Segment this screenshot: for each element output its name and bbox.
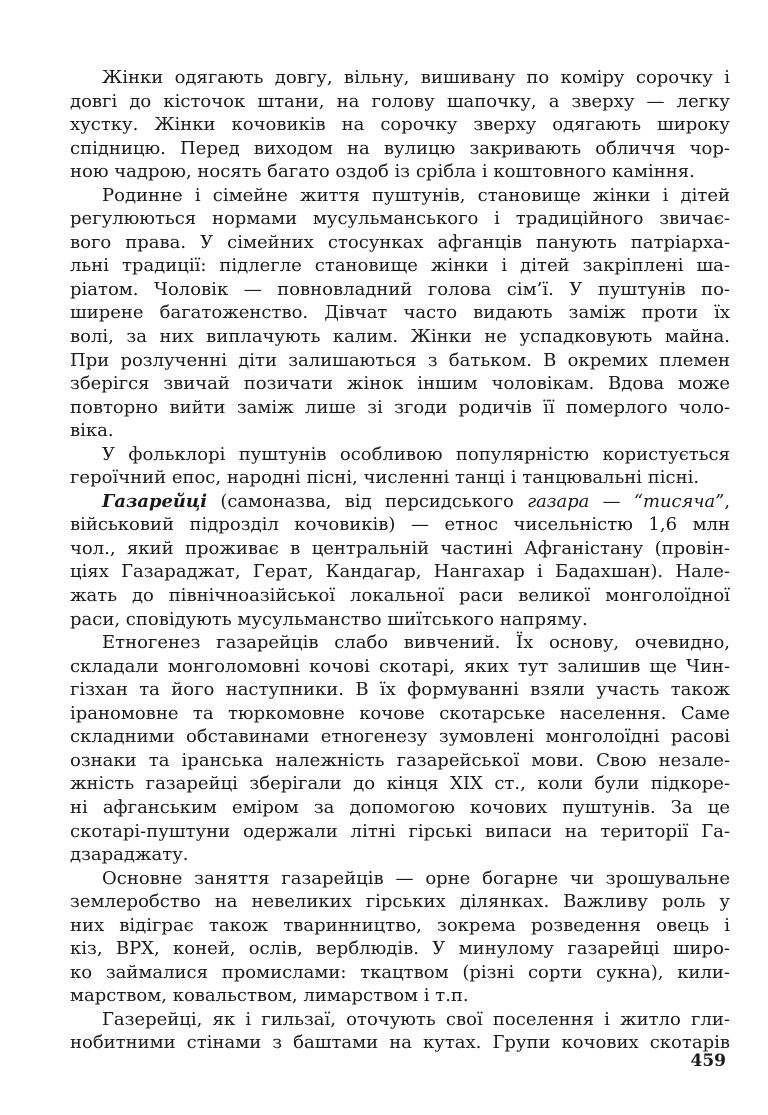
text-line: ною чадрою, носять багато оздоб із срібла і коштовного каміння. [70,161,695,183]
inline-text: , [724,490,731,512]
paragraph-5 [70,631,730,866]
text-line: Родинне і сімейне життя пуштунів, становище жінки і дітей [102,184,730,206]
paragraph-2 [70,184,730,443]
text-line: вого права. У сімейних стосунках афганців панують патріарха- [70,231,730,253]
text-line: марством, ковальством, лимарством і т.п. [70,985,469,1007]
paragraph-3 [70,443,730,490]
etymon-word: газара [527,490,590,512]
text-line: іраномовне та тюркомовне кочове скотарське населення. Саме [70,702,730,724]
inline-text: (самоназва, від персидського [207,490,528,512]
text-line: ознаки та іранська належність газарейської мови. Свою незале- [70,749,730,771]
paragraph-6 [70,867,730,1008]
text-line: Жінки одягають довгу, вільну, вишивану по коміру сорочку і [102,67,730,88]
text-line: спідницю. Перед виходом на вулицю закривають обличчя чор- [70,137,730,159]
text-line: Газерейці, як і гильзаї, оточують свої поселення і житло гли- [102,1008,730,1030]
text-line: них відіграє також тваринництво, зокрема розведення овець і [70,914,730,936]
text-line: віка. [70,420,114,442]
text-line: складали монголомовні кочові скотарі, яких тут залишив ще Чин- [70,655,730,677]
text-line: Основне заняття газарейців — орне богарне чи зрошувальне [102,867,730,889]
text-line: військовий підрозділ кочовиків) — етнос чисельністю 1,6 млн [70,514,730,536]
etymon-meaning: “тисяча” [633,490,725,512]
text-line: раси, сповідують мусульманство шиїтського напряму. [70,608,588,630]
text-line: волі, за них виплачують калим. Жінки не успадковують майна. [70,326,730,348]
text-line: хустку. Жінки кочовиків на сорочку зверху одягають широку [70,114,730,136]
text-line: героїчний епос, народні пісні, численні танці і танцювальні пісні. [70,467,700,489]
ethnonym-term: Газарейці [102,490,208,512]
page-body [70,66,730,1055]
text-line: дзараджату. [70,844,189,866]
text-line: Етногенез газарейців слабо вивчений. Їх основу, очевидно, [102,632,730,654]
text-line: ні афганським еміром за допомогою кочових пуштунів. За це [70,796,730,818]
text-line: довгі до кісточок штани, на голову шапочку, а зверху — легку [70,90,730,112]
text-line: гізхан та його наступники. В їх формуванні взяли участь також [70,679,730,701]
text-line: жність газарейці зберігали до кінця XIX ст., коли були підкоре- [70,773,730,795]
text-line: нобитними стінами з баштами на кутах. Групи кочових скотарів [70,1032,730,1054]
text-line: При розлученні діти залишаються з батьком. В окремих племен [70,349,730,371]
paragraph-7 [70,1008,730,1055]
text-line: льні традиції: підлегле становище жінки і дітей закріплені ша- [70,255,730,277]
paragraph-4 [70,490,730,631]
text-line: ріатом. Чоловік — повновладний голова сім’ї. У пуштунів по- [70,278,730,300]
text-line: чол., який проживає в центральній частині Афганістану (провін- [70,537,730,559]
text-line: жать до північноазійської локальної раси великої монголоїдної [70,585,730,607]
text-line: кіз, ВРХ, коней, ослів, верблюдів. У минулому газарейці широ- [70,938,730,960]
inline-text: — [589,490,634,512]
text-line: регулюються нормами мусульманського і традиційного звичає- [70,208,730,230]
text-line: У фольклорі пуштунів особливою популярністю користується [102,443,730,465]
text-line: скотарі-пуштуни одержали літні гірські випаси на території Га- [70,820,730,842]
text-line: ко займалися промислами: ткацтвом (різні сорти сукна), кили- [70,961,730,983]
text-line: складними обставинами етногенезу зумовлені монголоїдні расові [70,726,730,748]
text-line: зберігся звичай позичати жінок іншим чоловікам. Вдова може [70,373,730,395]
text-line: ширене багатоженство. Дівчат часто видають заміж проти їх [70,302,730,324]
text-line: повторно вийти заміж лише зі згоди родичів її померлого чоло- [70,396,730,418]
text-line [70,490,730,514]
text-line: ціях Газараджат, Герат, Кандагар, Нангахар і Бадахшан). Нале- [70,561,730,583]
page-number: 459 [690,1051,726,1071]
paragraph-1 [70,66,730,184]
text-line: землеробство на невеликих гірських ділянках. Важливу роль у [70,891,730,913]
